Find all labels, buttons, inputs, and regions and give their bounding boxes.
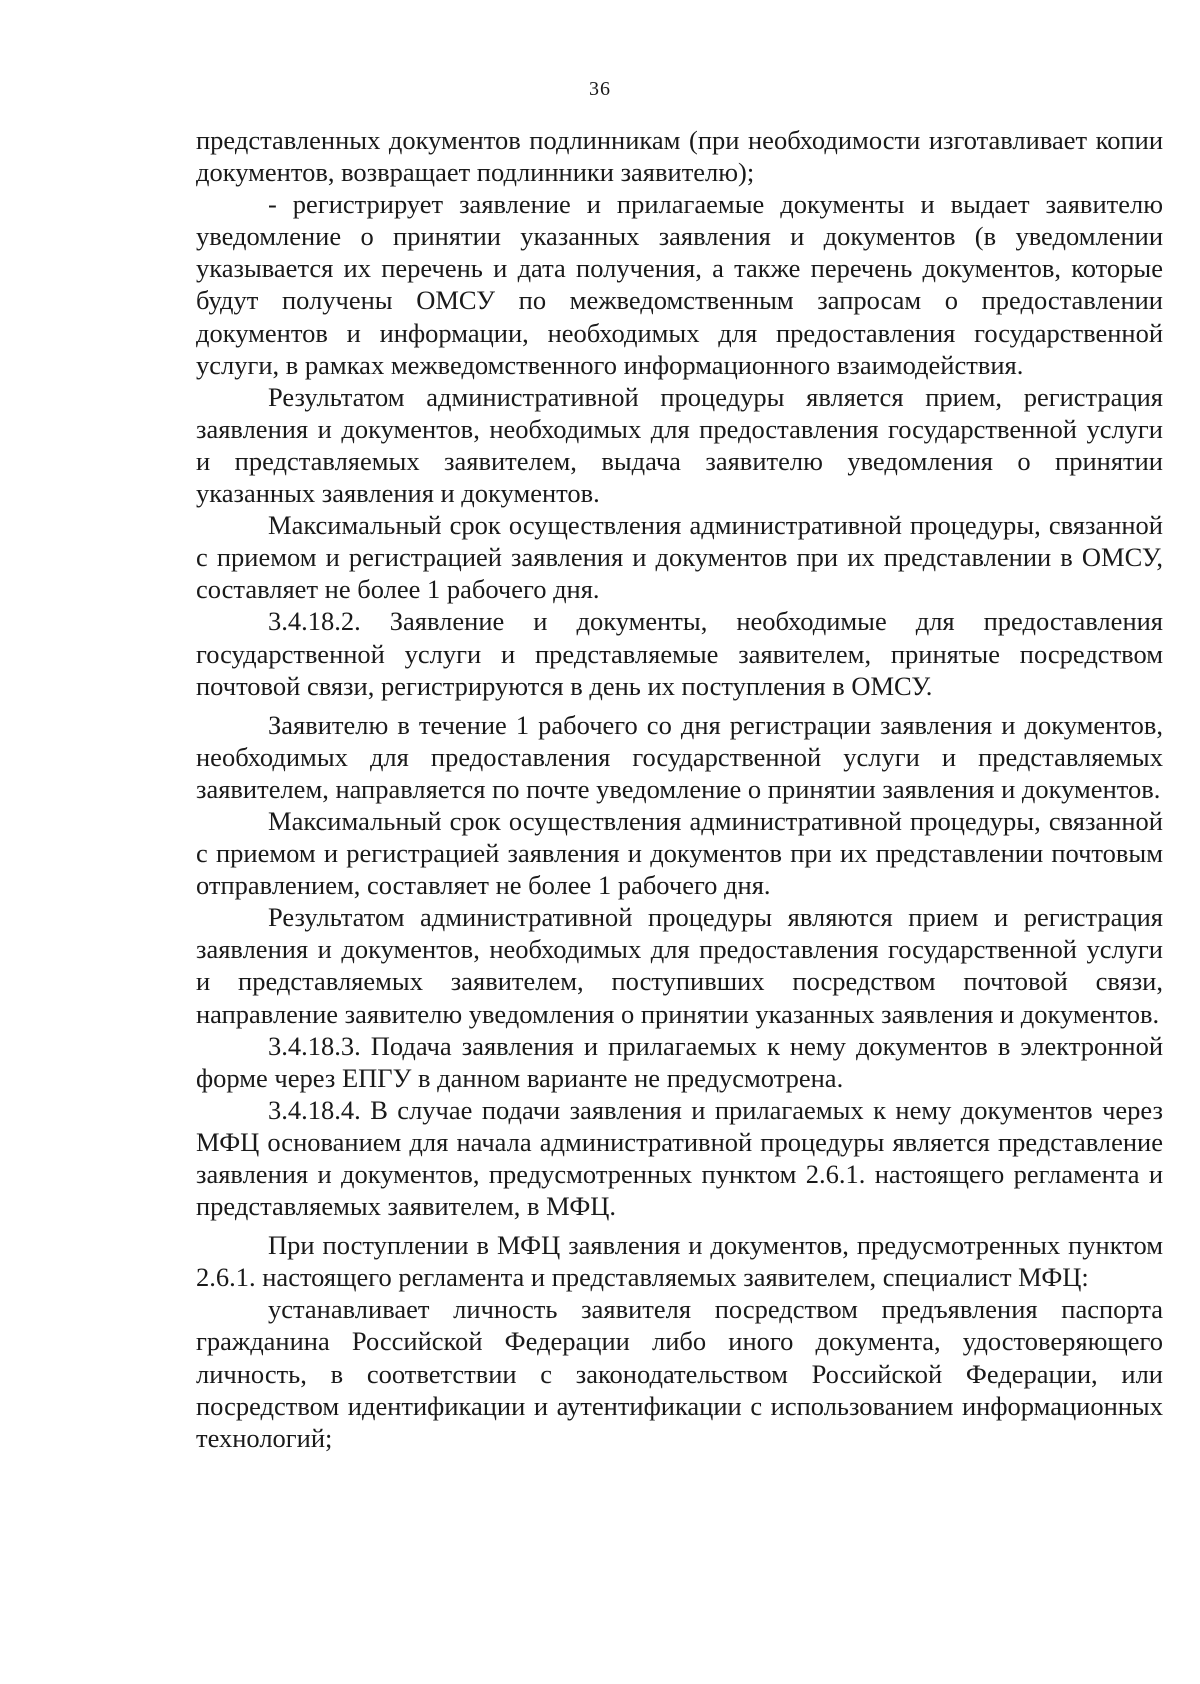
paragraph-3-4-18-4: 3.4.18.4. В случае подачи заявления и прилагаемых к нему документов через МФЦ основанием для начала административной процедуры является представление заявления и документов, предусмотренных пунктом 2.6.1. настоящего регламента и представляемых заявителем, в МФЦ. <box>196 1094 1163 1222</box>
paragraph-continuation: представленных документов подлинникам (при необходимости изготавливает копии документов, возвращает подлинники заявителю); <box>196 125 1163 188</box>
paragraph-3-4-18-3: 3.4.18.3. Подача заявления и прилагаемых к нему документов в электронной форме через ЕПГУ в данном варианте не предусмотрена. <box>196 1030 1163 1093</box>
paragraph-registration-step: - регистрирует заявление и прилагаемые документы и выдает заявителю уведомление о принятии указанных заявления и документов (в уведомлении указывается их перечень и дата получения, а также перечень документов, которые будут получены ОМСУ по межведомственным запросам о предоставлении документов и информации, необходимых для предоставления государственной услуги, в рамках межведомственного информационного взаимодействия. <box>196 189 1163 380</box>
paragraph-identity-check: устанавливает личность заявителя посредством предъявления паспорта гражданина Российской Федерации либо иного документа, удостоверяющего личность, в соответствии с законодательством Российской Федерации, или посредством идентификации и аутентификации с использованием информационных технологий; <box>196 1294 1163 1453</box>
paragraph-max-term-post: Максимальный срок осуществления административной процедуры, связанной с приемом и регистрацией заявления и документов при их представлении почтовым отправлением, составляет не более 1 рабочего дня. <box>196 805 1163 901</box>
paragraph-3-4-18-2: 3.4.18.2. Заявление и документы, необходимые для предоставления государственной услуги и представляемые заявителем, принятые посредством почтовой связи, регистрируются в день их поступления в ОМСУ. <box>196 606 1163 701</box>
paragraph-applicant-notice: Заявителю в течение 1 рабочего со дня регистрации заявления и документов, необходимых для предоставления государственной услуги и представляемых заявителем, направляется по почте уведомление о принятии заявления и документов. <box>196 709 1163 804</box>
paragraph-procedure-result: Результатом административной процедуры является прием, регистрация заявления и документов, необходимых для предоставления государственной услуги и представляемых заявителем, выдача заявителю уведомления о принятии указанных заявления и документов. <box>196 381 1163 509</box>
paragraph-postal-result: Результатом административной процедуры являются прием и регистрация заявления и документов, необходимых для предоставления государственной услуги и представляемых заявителем, поступивших посредством почтовой связи, направление заявителю уведомления о принятии указанных заявления и документов. <box>196 902 1163 1029</box>
page-number: 36 <box>589 78 611 100</box>
paragraph-max-term-omsu: Максимальный срок осуществления административной процедуры, связанной с приемом и регистрацией заявления и документов при их представлении в ОМСУ, составляет не более 1 рабочего дня. <box>196 510 1163 605</box>
document-body <box>196 124 1163 1454</box>
paragraph-mfc-intake: При поступлении в МФЦ заявления и документов, предусмотренных пунктом 2.6.1. настоящего регламента и представляемых заявителем, специалист МФЦ: <box>196 1230 1163 1293</box>
